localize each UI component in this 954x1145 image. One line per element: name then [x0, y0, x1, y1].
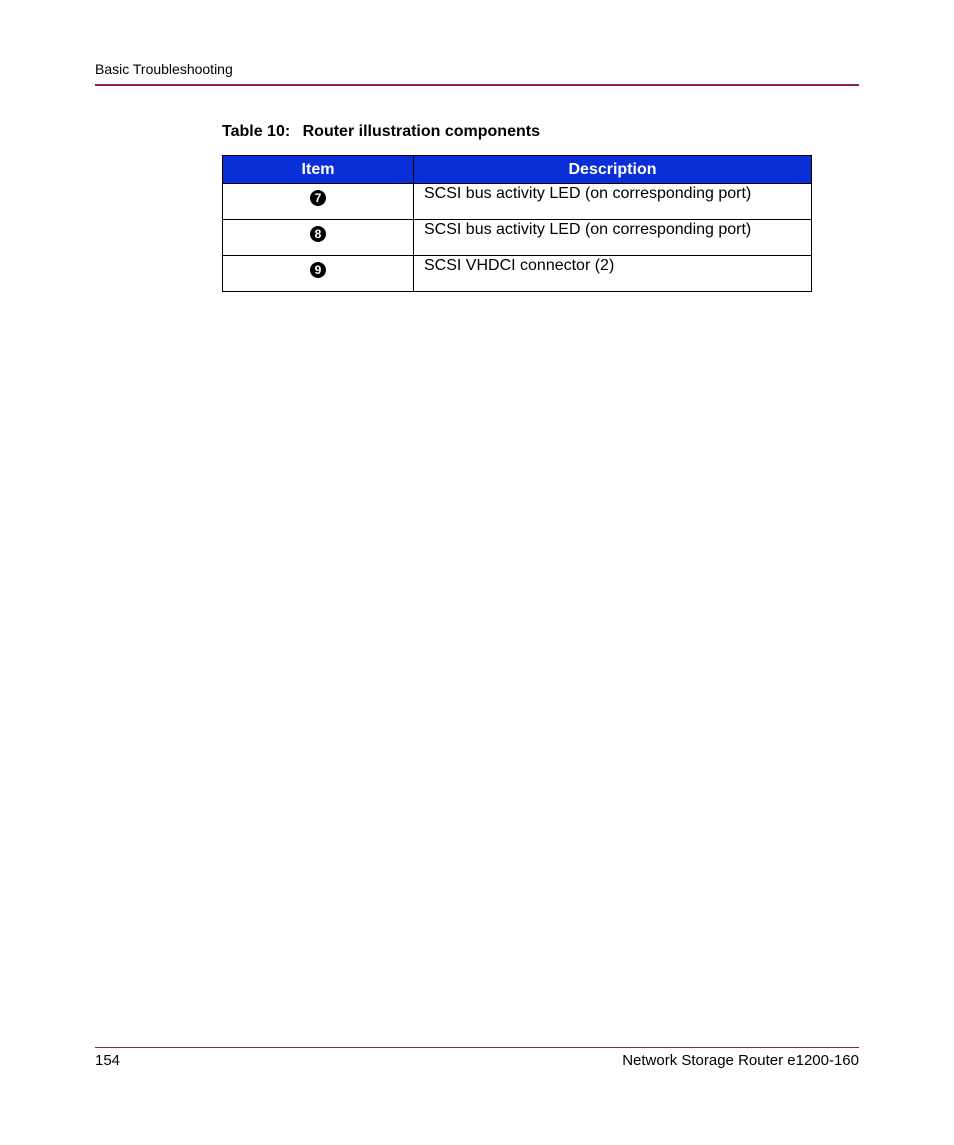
- document-title: Network Storage Router e1200-160: [622, 1052, 859, 1069]
- description-cell: SCSI bus activity LED (on corresponding port): [414, 184, 812, 220]
- callout-number-icon: 9: [310, 262, 326, 278]
- column-header-description: Description: [414, 156, 812, 184]
- table-caption-title: Router illustration components: [302, 123, 540, 140]
- description-cell: SCSI bus activity LED (on corresponding port): [414, 220, 812, 256]
- section-title: Basic Troubleshooting: [95, 61, 233, 77]
- page-number: 154: [95, 1052, 121, 1069]
- table-caption-number: Table 10:: [222, 123, 291, 140]
- table-caption: [222, 122, 540, 142]
- item-cell: [223, 256, 414, 292]
- table-row: [223, 220, 812, 256]
- table-row: [223, 184, 812, 220]
- column-header-item: Item: [223, 156, 414, 184]
- table-row: [223, 256, 812, 292]
- callout-number-icon: 8: [310, 226, 326, 242]
- page-footer: [95, 1047, 859, 1072]
- components-table: [222, 155, 812, 292]
- page-header: [95, 60, 859, 86]
- item-cell: [223, 184, 414, 220]
- table-header-row: [223, 156, 812, 184]
- item-cell: [223, 220, 414, 256]
- callout-number-icon: 7: [310, 190, 326, 206]
- description-cell: SCSI VHDCI connector (2): [414, 256, 812, 292]
